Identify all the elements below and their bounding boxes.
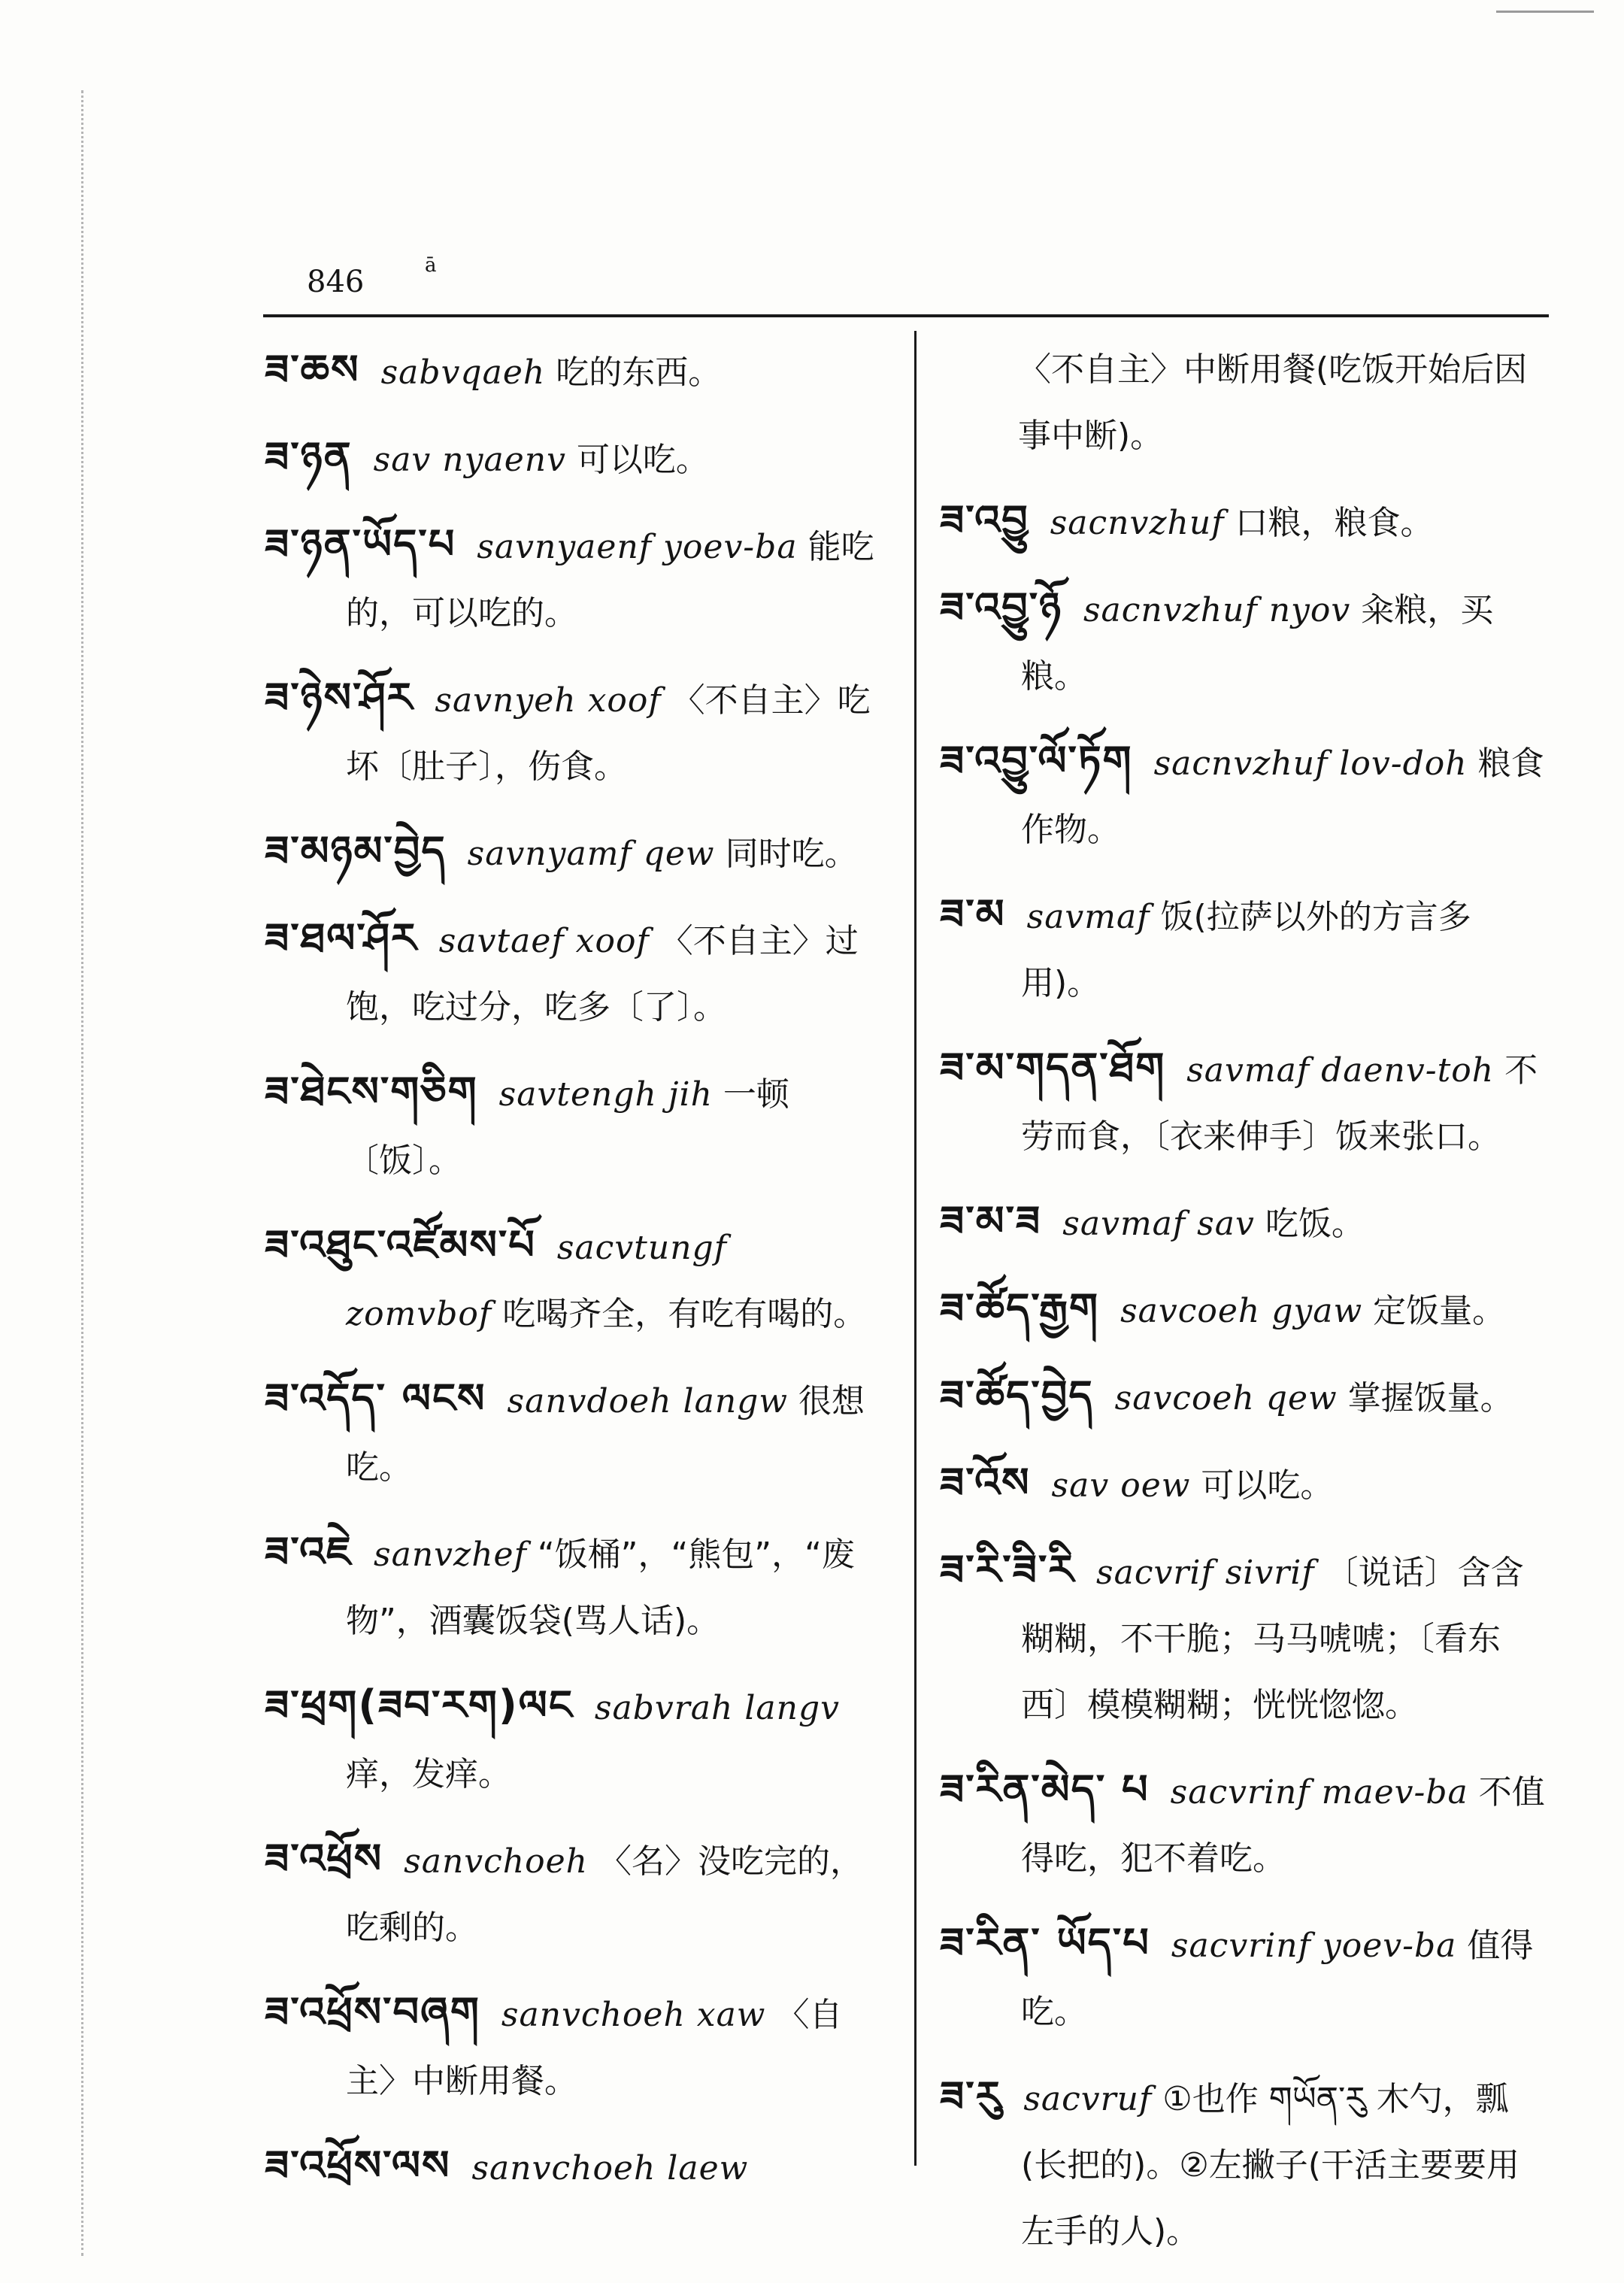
romanization: savnyamf qew <box>467 835 715 873</box>
definition: 〔说话〕含含糊糊，不干脆；马马唬唬；〔看东西〕模模糊糊；恍恍惚惚。 <box>1021 1554 1524 1724</box>
romanization: sanvchoeh laew <box>471 2149 749 2187</box>
romanization: savmaf sav <box>1062 1205 1255 1243</box>
tibetan-headword: ཟ་རུ <box>940 2072 1003 2120</box>
romanization: sacvrinf maev-ba <box>1170 1773 1468 1812</box>
tibetan-headword: ཟ་མ་ཟ <box>940 1197 1042 1245</box>
romanization: sav oew <box>1051 1466 1191 1505</box>
romanization: sanvchoeh <box>404 1842 589 1881</box>
tibetan-headword: ཟ་འཇེ <box>265 1528 353 1575</box>
tibetan-headword: ཟ་འཕྲོས་བཞག <box>265 1988 480 2036</box>
tibetan-headword: ཟ་མ་གདན་ཐོག <box>940 1044 1166 1091</box>
binding-edge-shadow <box>81 90 106 2256</box>
definition: 吃的东西。 <box>556 353 722 392</box>
romanization: sav nyaenv <box>373 441 566 479</box>
romanization: sanvzhef <box>374 1536 527 1574</box>
definition: 〈不自主〉吃坏〔肚子〕，伤食。 <box>346 681 871 786</box>
tibetan-headword: ཟ་འབྱུ་ཉོ <box>940 584 1062 631</box>
dictionary-entry <box>265 337 881 406</box>
dictionary-entry <box>940 1363 1549 1432</box>
dictionary-entry <box>940 575 1549 710</box>
romanization: savnyaenf yoev-ba <box>477 528 798 566</box>
definition: “饭桶”，“熊包”，“废物”，酒囊饭袋(骂人话)。 <box>346 1536 855 1640</box>
romanization: savnyeh xoof <box>435 681 662 720</box>
romanization: sacnvzhuf lov-doh <box>1153 744 1468 783</box>
dictionary-entry <box>940 728 1549 863</box>
dictionary-entry <box>940 1450 1549 1519</box>
romanization: sacvrif sivrif <box>1096 1554 1315 1592</box>
tibetan-headword: ཟ་ཕྲག(ཟབ་རག)ལང <box>265 1681 574 1729</box>
tibetan-headword: ཟ་ཐལ་ཤོར <box>265 914 418 962</box>
definition: 不劳而食，〔衣来伸手〕饭来张口。 <box>1021 1051 1538 1156</box>
right-column <box>940 337 1549 2283</box>
running-head-mark: ā <box>425 254 437 277</box>
dictionary-entry <box>265 2133 881 2202</box>
definition: 定饭量。 <box>1373 1292 1506 1330</box>
definition: 痒，发痒。 <box>346 1755 511 1793</box>
definition: 口粮，粮食。 <box>1235 504 1434 542</box>
left-column <box>265 337 881 2220</box>
dictionary-entry <box>265 1979 881 2115</box>
definition: 同时吃。 <box>725 835 858 873</box>
dictionary-entry <box>940 1275 1549 1345</box>
dictionary-entry <box>940 1035 1549 1170</box>
dictionary-entry <box>265 1519 881 1654</box>
romanization: sabvrah langv <box>594 1689 841 1727</box>
definition: 〈名〉没吃完的，吃剩的。 <box>346 1842 864 1947</box>
dictionary-entry <box>265 424 881 493</box>
tibetan-headword: ཟ་འདོད་ ལངས <box>265 1375 486 1422</box>
corner-mark <box>1496 0 1594 13</box>
romanization: savmaf daenv-toh <box>1186 1051 1495 1090</box>
dictionary-entry <box>265 905 881 1041</box>
romanization: sabvqaeh <box>380 353 546 392</box>
column-divider <box>914 331 917 2166</box>
definition: 很想吃。 <box>346 1382 865 1487</box>
definition: 不值得吃，犯不着吃。 <box>1021 1773 1545 1878</box>
definition: ①也作 གཡོན་རུ 木勺，瓢(长把的)。②左撇子(干活主要要用左手的人)。 <box>1021 2080 1519 2251</box>
definition: 饭(拉萨以外的方言多用)。 <box>1021 898 1471 1002</box>
dictionary-entry <box>265 1212 881 1348</box>
tibetan-headword: ཟ་མ <box>940 890 1006 938</box>
tibetan-headword: ཟ་འབྱུ་ལོ་ཏོག <box>940 737 1133 784</box>
definition: 一顿〔饭〕。 <box>346 1075 789 1180</box>
tibetan-headword: ཟ་འབྱུ <box>940 496 1029 544</box>
tibetan-headword: ཟ་འཕྲོས་ལས <box>265 2142 451 2189</box>
dictionary-entry <box>265 1059 881 1194</box>
dictionary-entry <box>265 1672 881 1808</box>
tibetan-headword: ཟ་ཉན་ཡོད་པ <box>265 520 456 568</box>
definition: 〈不自主〉过饱，吃过分，吃多〔了〕。 <box>346 922 859 1026</box>
tibetan-headword: ཟ་རིན་ ཡོད་པ <box>940 1919 1150 1966</box>
romanization: savtaef xoof <box>438 922 650 960</box>
dictionary-entry <box>940 1910 1549 2045</box>
romanization: savmaf <box>1026 898 1150 936</box>
definition: 吃饭。 <box>1265 1205 1365 1243</box>
romanization: sacnvzhuf <box>1050 504 1225 542</box>
definition: 可以吃。 <box>1201 1466 1334 1505</box>
page-number: 846 <box>307 265 365 299</box>
dictionary-entry <box>265 665 881 800</box>
dictionary-entry <box>940 1537 1549 1739</box>
tibetan-headword: ཟ་ཚོད་བྱེད <box>940 1372 1094 1419</box>
romanization: sacvruf <box>1023 2080 1153 2118</box>
dictionary-entry <box>940 2063 1549 2265</box>
tibetan-headword: ཟ་ཉེས་ཤོར <box>265 674 414 721</box>
tibetan-headword: ཟ་འཐུང་འཛོམས་པོ <box>265 1221 536 1269</box>
tibetan-headword: ཟ་འོས <box>940 1459 1031 1506</box>
romanization: savcoeh gyaw <box>1120 1292 1363 1330</box>
definition: 籴粮，买粮。 <box>1021 591 1494 696</box>
romanization: sacvtungf zomvbof <box>346 1229 727 1333</box>
dictionary-entry <box>265 1826 881 1961</box>
tibetan-headword: ཟ་ཉན <box>265 433 353 481</box>
tibetan-headword: ཟ་རིན་མེད་ པ <box>940 1766 1150 1813</box>
definition: 值得吃。 <box>1021 1927 1534 2031</box>
romanization: sacvrinf yoev-ba <box>1171 1927 1457 1965</box>
definition: 吃喝齐全，有吃有喝的。 <box>502 1295 867 1333</box>
tibetan-headword: ཟ་ཆས <box>265 346 360 393</box>
romanization: savtengh jih <box>498 1075 713 1114</box>
tibetan-headword: ཟ་ཚོད་རྒྱག <box>940 1284 1100 1332</box>
tibetan-headword: ཟ་རི་ཟི་རི <box>940 1546 1075 1593</box>
tibetan-headword: ཟ་མཉམ་བྱེད <box>265 827 447 875</box>
dictionary-entry <box>940 1757 1549 1892</box>
romanization: sanvchoeh xaw <box>501 1996 766 2034</box>
tibetan-headword: ཟ་ཐེངས་གཅིག <box>265 1068 478 1115</box>
definition: 能吃的，可以吃的。 <box>346 528 874 632</box>
dictionary-entry <box>940 1188 1549 1257</box>
header-rule <box>263 314 1549 317</box>
romanization: savcoeh qew <box>1114 1379 1338 1417</box>
dictionary-entry <box>265 1366 881 1501</box>
definition: 〈不自主〉中断用餐(吃饭开始后因事中断)。 <box>1018 350 1528 455</box>
romanization: sanvdoeh langw <box>507 1382 788 1420</box>
dictionary-entry <box>940 881 1549 1017</box>
dictionary-entry <box>265 818 881 887</box>
dictionary-entry <box>265 511 881 647</box>
definition: 粮食作物。 <box>1021 744 1544 849</box>
definition: 掌握饭量。 <box>1347 1379 1513 1417</box>
dictionary-entry <box>940 487 1549 556</box>
romanization: sacnvzhuf nyov <box>1083 591 1351 629</box>
definition: 〈自主〉中断用餐。 <box>346 1996 843 2100</box>
tibetan-headword: ཟ་འཕྲོས <box>265 1835 383 1882</box>
dictionary-entry-continuation <box>940 337 1549 469</box>
definition: 可以吃。 <box>576 441 709 479</box>
